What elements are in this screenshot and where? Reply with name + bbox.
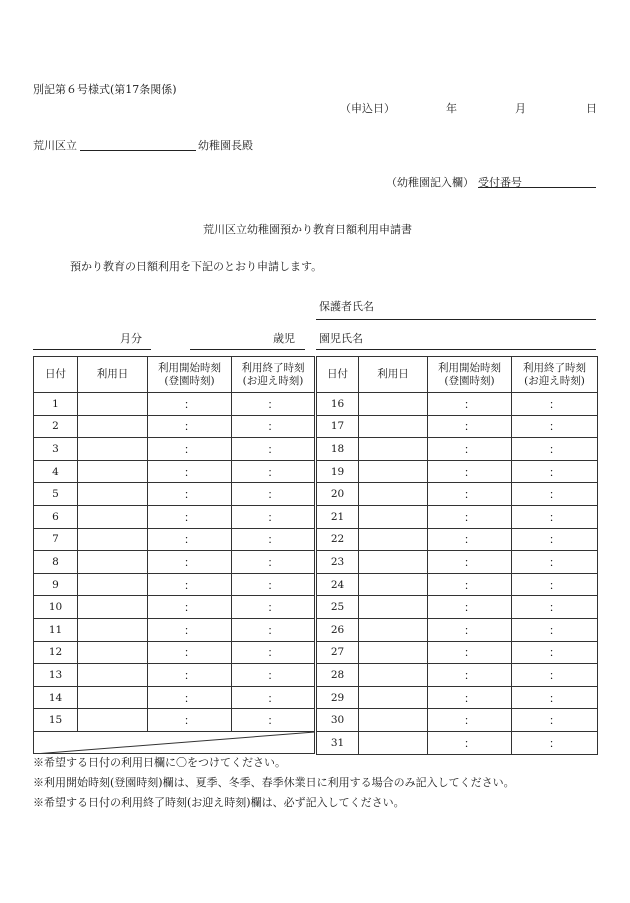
use-day-cell[interactable] [359, 483, 428, 506]
start-time-cell[interactable]: ： [148, 664, 232, 687]
diagonal-line [34, 732, 315, 754]
end-time-cell[interactable]: ： [232, 438, 315, 461]
end-time-header: 利用終了時刻 (お迎え時刻) [512, 357, 598, 393]
start-time-cell[interactable]: ： [148, 551, 232, 574]
kindergarten-name-blank[interactable] [80, 150, 196, 151]
end-time-cell[interactable]: ： [232, 393, 315, 416]
use-day-cell[interactable] [359, 415, 428, 438]
use-day-cell[interactable] [359, 528, 428, 551]
date-cell: 21 [317, 505, 359, 528]
table-row [317, 528, 598, 551]
table-row [34, 483, 315, 506]
use-day-cell[interactable] [359, 641, 428, 664]
day-label: 日 [586, 102, 597, 115]
apply-date-label: （申込日） [340, 102, 395, 115]
date-cell: 8 [34, 551, 78, 574]
use-day-cell[interactable] [78, 483, 148, 506]
date-cell: 11 [34, 618, 78, 641]
table-row [34, 664, 315, 687]
month-portion-line[interactable] [33, 349, 151, 350]
start-time-cell[interactable]: ： [148, 641, 232, 664]
use-day-cell[interactable] [78, 618, 148, 641]
table-row [317, 618, 598, 641]
start-time-cell[interactable]: ： [148, 438, 232, 461]
end-time-cell[interactable]: ： [512, 505, 598, 528]
note-1: ※希望する日付の利用日欄に〇をつけてください。 [33, 756, 286, 769]
end-time-cell[interactable]: ： [232, 551, 315, 574]
note-3: ※希望する日付の利用終了時刻(お迎え時刻)欄は、必ず記入してください。 [33, 796, 405, 809]
days-table-right [316, 356, 598, 755]
form-number: 別記第６号様式(第17条関係) [33, 83, 177, 96]
end-time-cell[interactable]: ： [512, 596, 598, 619]
date-cell: 25 [317, 596, 359, 619]
date-cell: 4 [34, 460, 78, 483]
table-header-row [317, 357, 598, 393]
start-time-cell[interactable]: ： [428, 596, 512, 619]
table-row [317, 596, 598, 619]
start-time-cell[interactable]: ： [428, 438, 512, 461]
end-time-cell[interactable]: ： [232, 460, 315, 483]
date-cell: 16 [317, 393, 359, 416]
addressee-prefix: 荒川区立 [33, 139, 77, 152]
start-time-cell[interactable]: ： [148, 528, 232, 551]
start-time-cell[interactable]: ： [428, 551, 512, 574]
table-row [34, 641, 315, 664]
use-day-cell[interactable] [78, 664, 148, 687]
table-row [317, 686, 598, 709]
date-cell: 19 [317, 460, 359, 483]
use-day-cell[interactable] [78, 596, 148, 619]
start-time-cell[interactable]: ： [428, 483, 512, 506]
end-time-cell[interactable]: ： [512, 415, 598, 438]
end-time-cell[interactable]: ： [512, 686, 598, 709]
end-time-cell[interactable]: ： [512, 573, 598, 596]
year-label: 年 [446, 102, 457, 115]
use-day-cell[interactable] [78, 415, 148, 438]
use-day-cell[interactable] [78, 573, 148, 596]
child-name-line[interactable] [316, 349, 596, 350]
start-time-cell[interactable]: ： [148, 505, 232, 528]
use-day-cell[interactable] [359, 664, 428, 687]
date-cell: 14 [34, 686, 78, 709]
use-day-cell[interactable] [78, 686, 148, 709]
date-cell: 27 [317, 641, 359, 664]
date-cell: 24 [317, 573, 359, 596]
use-day-cell[interactable] [78, 551, 148, 574]
end-time-cell[interactable]: ： [232, 596, 315, 619]
start-time-cell[interactable]: ： [148, 393, 232, 416]
end-time-cell[interactable]: ： [512, 528, 598, 551]
date-cell: 13 [34, 664, 78, 687]
use-day-cell[interactable] [78, 460, 148, 483]
start-time-cell[interactable]: ： [428, 393, 512, 416]
use-day-cell[interactable] [359, 686, 428, 709]
end-time-cell[interactable]: ： [232, 415, 315, 438]
table-row [317, 438, 598, 461]
end-time-cell[interactable]: ： [232, 618, 315, 641]
blank-row [34, 731, 315, 753]
end-time-cell[interactable]: ： [512, 664, 598, 687]
use-day-cell[interactable] [359, 551, 428, 574]
use-day-cell[interactable] [359, 460, 428, 483]
start-time-cell[interactable]: ： [428, 528, 512, 551]
use-day-header: 利用日 [78, 357, 148, 393]
table-row [34, 709, 315, 732]
end-time-cell[interactable]: ： [232, 505, 315, 528]
use-day-cell[interactable] [359, 438, 428, 461]
date-cell: 28 [317, 664, 359, 687]
date-cell: 9 [34, 573, 78, 596]
use-day-header: 利用日 [359, 357, 428, 393]
end-time-cell[interactable]: ： [512, 393, 598, 416]
start-time-cell[interactable]: ： [428, 415, 512, 438]
end-time-cell[interactable]: ： [232, 709, 315, 732]
month-portion-label: 月分 [120, 332, 142, 345]
days-table-left [33, 356, 315, 754]
end-time-cell[interactable]: ： [512, 709, 598, 732]
blank-diagonal-cell [34, 731, 315, 753]
use-day-cell[interactable] [78, 505, 148, 528]
start-time-cell[interactable]: ： [428, 460, 512, 483]
date-cell: 1 [34, 393, 78, 416]
use-day-cell[interactable] [78, 438, 148, 461]
start-time-cell[interactable]: ： [428, 731, 512, 754]
date-cell: 2 [34, 415, 78, 438]
date-cell: 7 [34, 528, 78, 551]
date-cell: 17 [317, 415, 359, 438]
guardian-name-line[interactable] [316, 319, 596, 320]
use-day-cell[interactable] [78, 709, 148, 732]
table-row [317, 415, 598, 438]
table-row [34, 596, 315, 619]
end-time-header: 利用終了時刻 (お迎え時刻) [232, 357, 315, 393]
table-row [34, 460, 315, 483]
use-day-cell[interactable] [359, 618, 428, 641]
table-row [34, 505, 315, 528]
end-time-cell[interactable]: ： [232, 528, 315, 551]
table-row [34, 438, 315, 461]
end-time-cell[interactable]: ： [512, 438, 598, 461]
date-cell: 15 [34, 709, 78, 732]
use-day-cell[interactable] [359, 393, 428, 416]
date-cell: 30 [317, 709, 359, 732]
start-time-cell[interactable]: ： [428, 709, 512, 732]
note-2: ※利用開始時刻(登園時刻)欄は、夏季、冬季、春季休業日に利用する場合のみ記入してください。 [33, 776, 515, 789]
date-cell: 22 [317, 528, 359, 551]
start-time-cell[interactable]: ： [148, 709, 232, 732]
date-cell: 31 [317, 731, 359, 754]
use-day-cell[interactable] [78, 528, 148, 551]
start-time-cell[interactable]: ： [148, 573, 232, 596]
table-row [317, 460, 598, 483]
use-day-cell[interactable] [359, 573, 428, 596]
date-cell: 12 [34, 641, 78, 664]
table-row [317, 664, 598, 687]
end-time-cell[interactable]: ： [232, 686, 315, 709]
document-title: 荒川区立幼稚園預かり教育日額利用申請書 [203, 223, 412, 236]
end-time-cell[interactable]: ： [512, 618, 598, 641]
table-row [317, 505, 598, 528]
start-time-cell[interactable]: ： [148, 483, 232, 506]
reception-number-label: 受付番号 [478, 176, 522, 189]
table-row [317, 731, 598, 754]
end-time-cell[interactable]: ： [232, 641, 315, 664]
start-time-cell[interactable]: ： [428, 686, 512, 709]
table-row [317, 573, 598, 596]
date-cell: 23 [317, 551, 359, 574]
start-time-cell[interactable]: ： [148, 686, 232, 709]
table-row [317, 709, 598, 732]
guardian-name-label: 保護者氏名 [319, 300, 374, 313]
date-cell: 18 [317, 438, 359, 461]
start-time-header: 利用開始時刻 (登園時刻) [428, 357, 512, 393]
intro-text: 預かり教育の日額利用を下記のとおり申請します。 [70, 260, 323, 273]
table-row [34, 528, 315, 551]
date-header: 日付 [317, 357, 359, 393]
table-row [317, 641, 598, 664]
end-time-cell[interactable]: ： [232, 573, 315, 596]
child-name-label: 園児氏名 [319, 332, 363, 345]
start-time-cell[interactable]: ： [148, 618, 232, 641]
use-day-cell[interactable] [359, 596, 428, 619]
end-time-cell[interactable]: ： [512, 460, 598, 483]
table-row [317, 483, 598, 506]
start-time-cell[interactable]: ： [428, 505, 512, 528]
table-row [34, 393, 315, 416]
table-row [317, 393, 598, 416]
table-row [34, 573, 315, 596]
date-cell: 3 [34, 438, 78, 461]
end-time-cell[interactable]: ： [512, 731, 598, 754]
reception-number-blank[interactable] [478, 187, 596, 188]
reception-note: （幼稚園記入欄） [386, 176, 474, 189]
start-time-cell[interactable]: ： [428, 641, 512, 664]
table-row [34, 551, 315, 574]
start-time-cell[interactable]: ： [148, 415, 232, 438]
end-time-cell[interactable]: ： [232, 664, 315, 687]
date-cell: 26 [317, 618, 359, 641]
table-row [317, 551, 598, 574]
month-label: 月 [515, 102, 526, 115]
end-time-cell[interactable]: ： [232, 483, 315, 506]
start-time-cell[interactable]: ： [148, 596, 232, 619]
use-day-cell[interactable] [359, 731, 428, 754]
start-time-cell[interactable]: ： [428, 664, 512, 687]
start-time-cell[interactable]: ： [428, 618, 512, 641]
table-header-row [34, 357, 315, 393]
start-time-header: 利用開始時刻 (登園時刻) [148, 357, 232, 393]
date-cell: 6 [34, 505, 78, 528]
start-time-cell[interactable]: ： [148, 460, 232, 483]
end-time-cell[interactable]: ： [512, 641, 598, 664]
table-row [34, 618, 315, 641]
use-day-cell[interactable] [359, 505, 428, 528]
addressee-suffix: 幼稚園長殿 [198, 139, 253, 152]
use-day-cell[interactable] [359, 709, 428, 732]
date-cell: 5 [34, 483, 78, 506]
end-time-cell[interactable]: ： [512, 551, 598, 574]
date-cell: 29 [317, 686, 359, 709]
age-class-label: 歳児 [273, 332, 295, 345]
table-row [34, 686, 315, 709]
table-row [34, 415, 315, 438]
start-time-cell[interactable]: ： [428, 573, 512, 596]
use-day-cell[interactable] [78, 393, 148, 416]
use-day-cell[interactable] [78, 641, 148, 664]
date-cell: 10 [34, 596, 78, 619]
age-class-line[interactable] [190, 349, 305, 350]
date-header: 日付 [34, 357, 78, 393]
date-cell: 20 [317, 483, 359, 506]
end-time-cell[interactable]: ： [512, 483, 598, 506]
